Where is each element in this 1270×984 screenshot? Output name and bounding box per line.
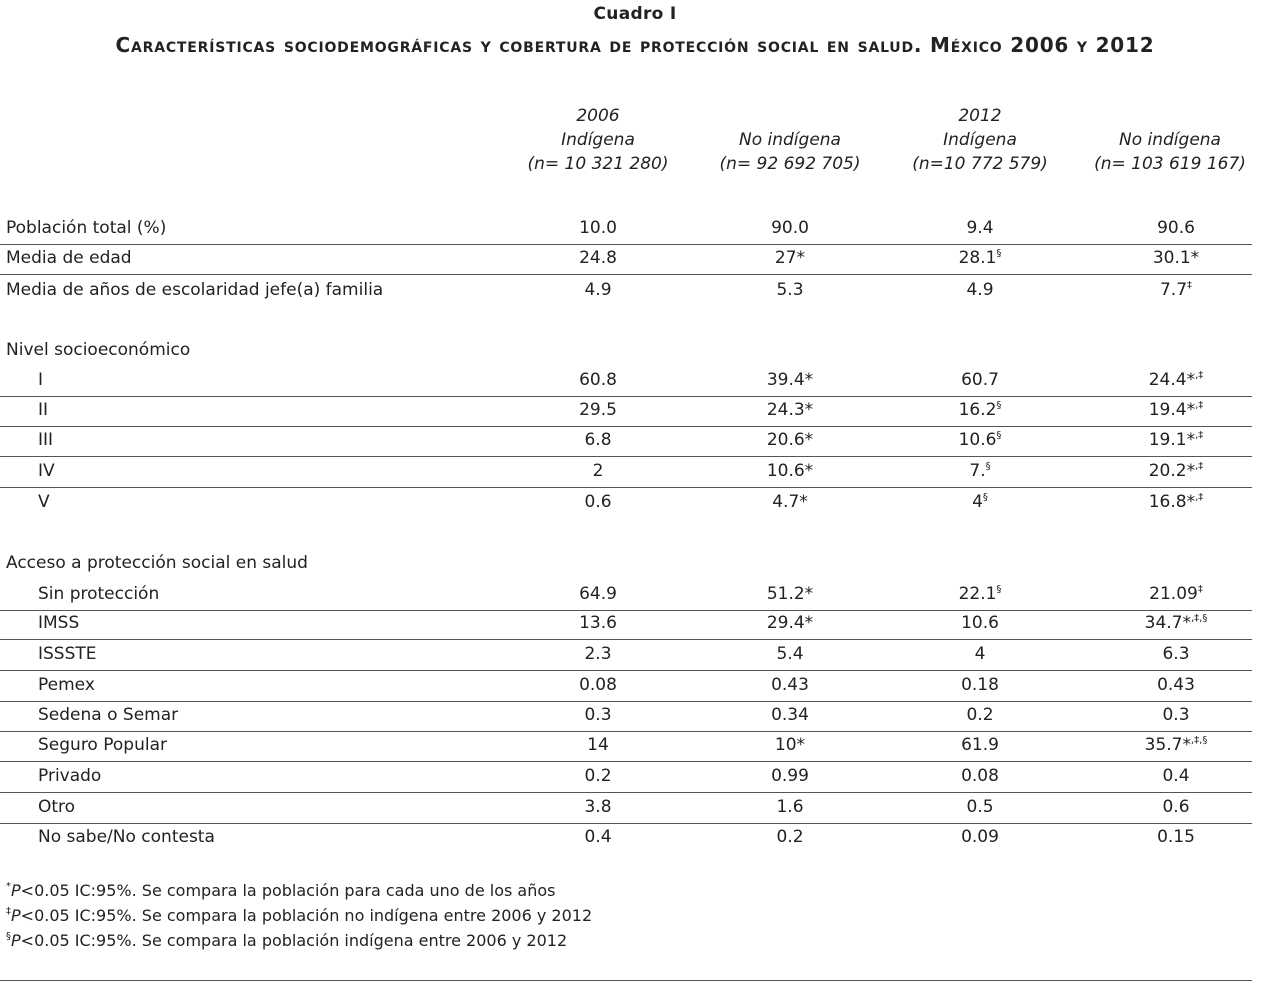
table-row (0, 457, 1252, 488)
table-cell: 4.9 (966, 280, 994, 300)
table-cell: 0.08 (961, 766, 999, 786)
table-cell: 20.2*,‡ (1148, 461, 1204, 481)
table-number: Cuadro I (593, 4, 677, 24)
table-row (0, 701, 1252, 732)
row-label: III (38, 430, 54, 450)
table-row (0, 366, 1252, 397)
table-cell: 29.5 (579, 400, 617, 420)
table-cell: 0.08 (579, 675, 617, 695)
column-header-2012-no-indigena: No indígena (n= 103 619 167) (1094, 130, 1246, 174)
table-cell: 2.3 (584, 644, 612, 664)
table-cell: 10.6* (766, 461, 814, 481)
table-cell: 22.1§ (958, 584, 1002, 604)
column-header-2012-indigena: 2012 Indígena (n=10 772 579) (912, 106, 1048, 174)
table-cell: 0.6 (584, 492, 612, 512)
row-label: No sabe/No contesta (38, 827, 215, 847)
row-label: ISSSTE (38, 644, 97, 664)
table-cell: 10.6§ (958, 430, 1002, 450)
section-title-nivel-socioeconomico: Nivel socioeconómico (6, 340, 191, 360)
table-row (0, 488, 1252, 518)
table-cell: 35.7*,‡,§ (1144, 735, 1208, 755)
table-cell: 29.4* (766, 613, 814, 633)
table-cell: 2 (592, 461, 604, 481)
table-cell: 60.8 (579, 370, 617, 390)
table-cell: 0.2 (966, 705, 994, 725)
table-cell: 24.3* (766, 400, 814, 420)
column-header-2006-no-indigena: No indígena (n= 92 692 705) (719, 130, 861, 174)
table-cell: 0.5 (966, 797, 994, 817)
row-label: Sedena o Semar (38, 705, 179, 725)
row-label: Media de edad (6, 248, 132, 268)
table-cell: 21.09‡ (1149, 584, 1203, 604)
table-cell: 4§ (972, 492, 988, 512)
table-cell: 24.4*,‡ (1148, 370, 1204, 390)
table-cell: 19.4*,‡ (1148, 400, 1204, 420)
table-cell: 6.3 (1162, 644, 1190, 664)
table-cell: 0.43 (771, 675, 809, 695)
table-cell: 0.99 (771, 766, 809, 786)
table-row (0, 580, 1252, 611)
table-cell: 30.1* (1152, 248, 1200, 268)
table-cell: 39.4* (766, 370, 814, 390)
table-cell: 0.4 (584, 827, 612, 847)
table-cell: 14 (587, 735, 609, 755)
table-cell: 5.3 (776, 280, 804, 300)
table-row (0, 396, 1252, 427)
table-cell: 20.6* (766, 430, 814, 450)
row-label: Seguro Popular (38, 735, 167, 755)
table-cell: 16.8*,‡ (1148, 492, 1204, 512)
row-label: I (38, 370, 44, 390)
table-cell: 4.9 (584, 280, 612, 300)
table-cell: 4 (974, 644, 986, 664)
table-cell: 0.3 (584, 705, 612, 725)
table-cell: 0.34 (771, 705, 809, 725)
table-cell: 0.18 (961, 675, 999, 695)
table-cell: 9.4 (966, 218, 994, 238)
table-row (0, 731, 1252, 762)
table-cell: 19.1*,‡ (1148, 430, 1204, 450)
table-cell: 1.6 (776, 797, 804, 817)
table-cell: 6.8 (584, 430, 612, 450)
table-cell: 16.2§ (958, 400, 1002, 420)
table-cell: 0.43 (1157, 675, 1195, 695)
table-cell: 90.0 (771, 218, 809, 238)
footnote: §P<0.05 IC:95%. Se compara la población indígena entre 2006 y 2012 (6, 931, 568, 950)
row-label: II (38, 400, 49, 420)
table-cell: 51.2* (766, 584, 814, 604)
row-label: Sin protección (38, 584, 160, 604)
table-cell: 0.6 (1162, 797, 1190, 817)
column-header-2006-indigena: 2006 Indígena (n= 10 321 280) (527, 106, 669, 174)
row-label: IMSS (38, 613, 80, 633)
table-row (0, 609, 1252, 640)
table-cell: 4.7* (772, 492, 808, 512)
table-cell: 34.7*,‡,§ (1144, 613, 1208, 633)
row-label: IV (38, 461, 55, 481)
table-cell: 3.8 (584, 797, 612, 817)
footnote: ‡P<0.05 IC:95%. Se compara la población no indígena entre 2006 y 2012 (6, 906, 593, 925)
bottom-rule (0, 980, 1252, 981)
table-cell: 13.6 (579, 613, 617, 633)
row-label: V (38, 492, 50, 512)
table-cell: 10.0 (579, 218, 617, 238)
table-row (0, 793, 1252, 824)
table-row (0, 823, 1252, 853)
row-label: Población total (%) (6, 218, 167, 238)
table-cell: 5.4 (776, 644, 804, 664)
table-cell: 10* (774, 735, 806, 755)
table-row (0, 671, 1252, 702)
table-cell: 0.2 (776, 827, 804, 847)
row-label: Media de años de escolaridad jefe(a) familia (6, 280, 384, 300)
table-row (0, 214, 1252, 245)
table-cell: 28.1§ (958, 248, 1002, 268)
table-cell: 64.9 (579, 584, 617, 604)
table-cell: 24.8 (579, 248, 617, 268)
table-cell: 0.09 (961, 827, 999, 847)
table-title: Características sociodemográficas y cobertura de protección social en salud. México 2006 y 2012 (115, 33, 1155, 57)
table-cell: 60.7 (961, 370, 999, 390)
table-row (0, 276, 1252, 306)
table-cell: 0.3 (1162, 705, 1190, 725)
table-cell: 0.2 (584, 766, 612, 786)
table-cell: 61.9 (961, 735, 999, 755)
table-cell: 10.6 (961, 613, 999, 633)
footnote: *P<0.05 IC:95%. Se compara la población para cada uno de los años (6, 881, 556, 900)
row-label: Otro (38, 797, 76, 817)
table-cell: 0.4 (1162, 766, 1190, 786)
table-cell: 90.6 (1157, 218, 1195, 238)
table-cell: 7.§ (969, 461, 991, 481)
section-title-acceso: Acceso a protección social en salud (6, 553, 308, 573)
footnotes (6, 878, 592, 953)
table-cell: 7.7‡ (1159, 280, 1193, 300)
table-row (0, 426, 1252, 457)
table-row (0, 244, 1252, 275)
row-label: Privado (38, 766, 102, 786)
table-row (0, 762, 1252, 793)
table-row (0, 640, 1252, 671)
row-label: Pemex (38, 675, 95, 695)
table-cell: 0.15 (1157, 827, 1195, 847)
table-cell: 27* (774, 248, 806, 268)
